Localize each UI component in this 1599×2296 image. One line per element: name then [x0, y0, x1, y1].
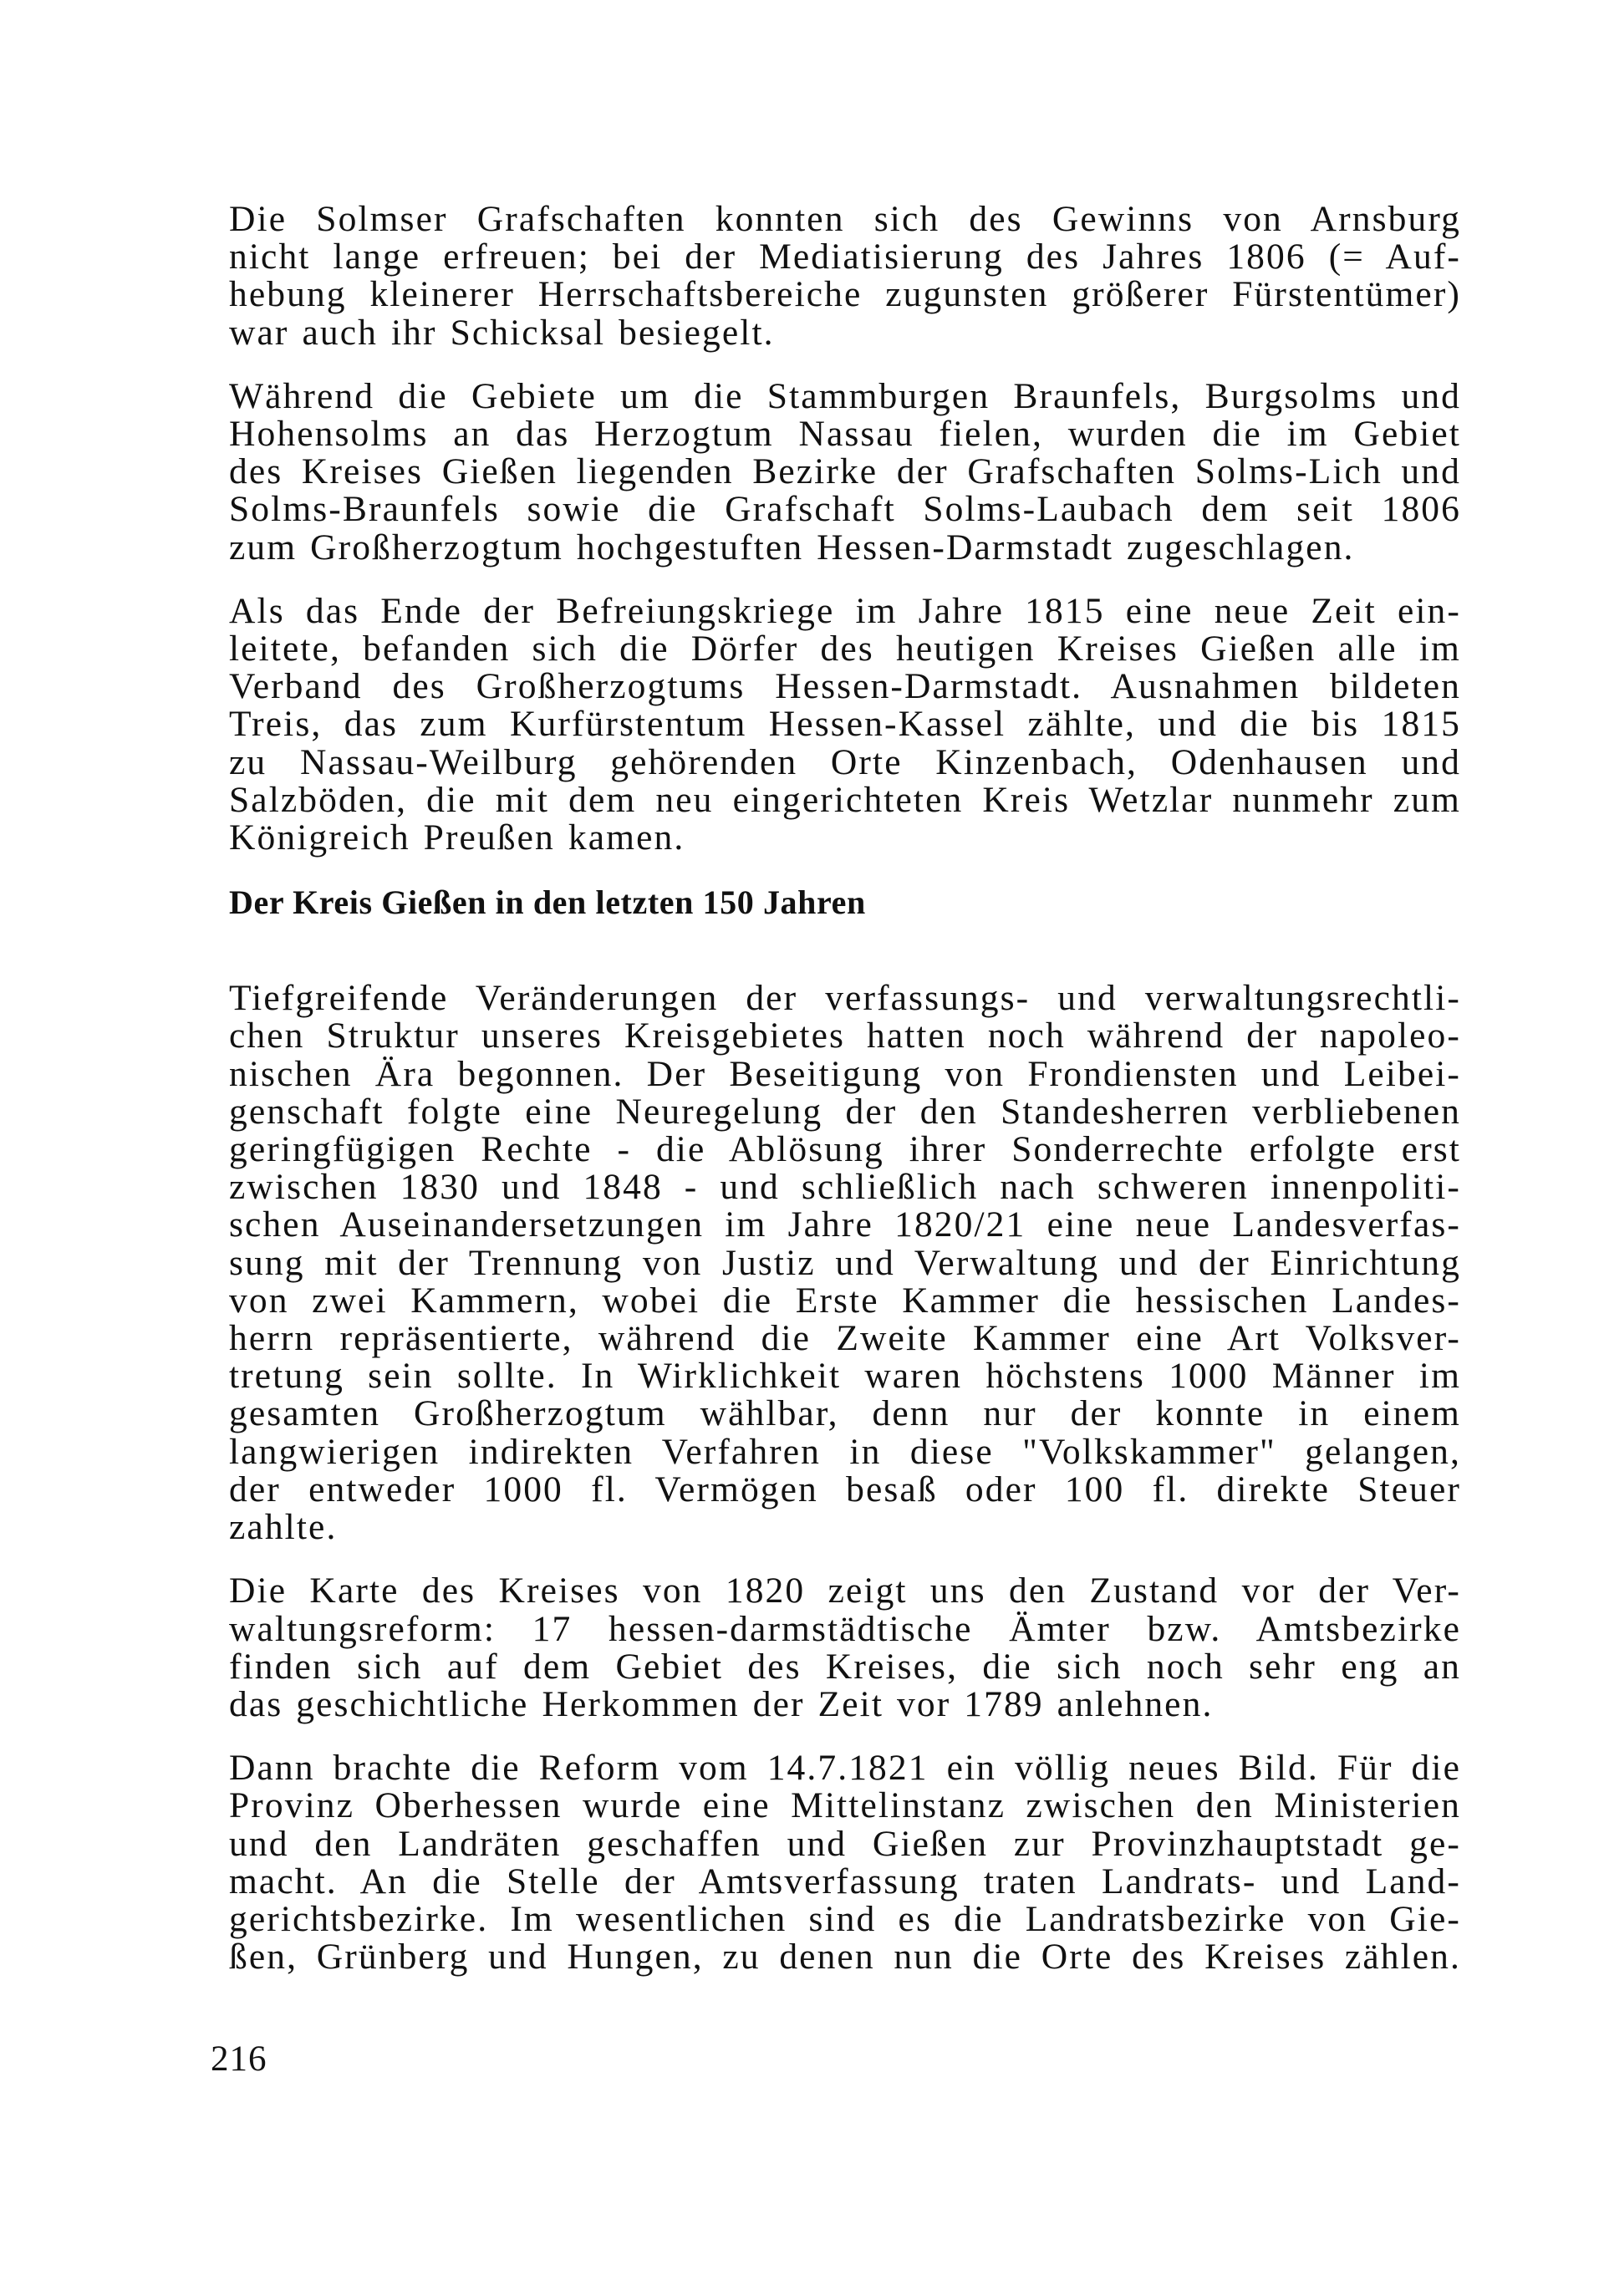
- paragraph-reform-1821: [229, 1749, 1461, 1976]
- text-line: nischen Ära begonnen. Der Beseitigung von Frondiensten und Leibei-: [229, 1053, 1461, 1094]
- text-line: Die Solmser Grafschaften konnten sich des Gewinns von Arnsburg: [229, 199, 1461, 239]
- text-line: geringfügigen Rechte - die Ablösung ihrer Sonderrechte erfolgte erst: [229, 1129, 1461, 1170]
- text-line: tretung sein sollte. In Wirklichkeit waren höchstens 1000 Männer im: [229, 1356, 1461, 1397]
- text-line: Königreich Preußen kamen.: [229, 817, 685, 858]
- text-line: chen Struktur unseres Kreisgebietes hatten noch während der napoleo-: [229, 1016, 1461, 1056]
- text-line: gerichtsbezirke. Im wesentlichen sind es die Landratsbezirke von Gie-: [229, 1898, 1461, 1939]
- text-line: Solms-Braunfels sowie die Grafschaft Solms-Laubach dem seit 1806: [229, 489, 1461, 530]
- paragraph-befreiungskriege: [229, 590, 1461, 858]
- text-line: das geschichtliche Herkommen der Zeit vor 1789 anlehnen.: [229, 1683, 1214, 1724]
- text-line: Salzböden, die mit dem neu eingerichteten Kreis Wetzlar nunmehr zum: [229, 779, 1461, 820]
- paragraph-solmser-grafschaften: [229, 201, 1461, 352]
- text-line: Provinz Oberhessen wurde eine Mittelinstanz zwischen den Ministerien: [229, 1785, 1461, 1826]
- text-line: macht. An die Stelle der Amtsverfassung traten Landrats- und Land-: [229, 1861, 1461, 1901]
- text-line: hebung kleinerer Herrschaftsbereiche zugunsten größerer Fürstentümer): [229, 274, 1461, 315]
- text-line: genschaft folgte eine Neuregelung der den Standesherren verbliebenen: [229, 1091, 1461, 1132]
- text-line: finden sich auf dem Gebiet des Kreises, die sich noch sehr eng an: [229, 1646, 1461, 1687]
- paragraph-karte-1820: [229, 1572, 1461, 1723]
- paragraph-stammburgen: [229, 375, 1461, 568]
- page-number: 216: [211, 2039, 267, 2079]
- text-line: Dann brachte die Reform vom 14.7.1821 ein völlig neues Bild. Für die: [229, 1748, 1461, 1789]
- text-line: waltungsreform: 17 hessen-darmstädtische Ämter bzw. Amtsbezirke: [229, 1608, 1461, 1649]
- text-line: der entweder 1000 fl. Vermögen besaß oder 100 fl. direkte Steuer: [229, 1469, 1461, 1509]
- text-line: war auch ihr Schicksal besiegelt.: [229, 312, 775, 353]
- text-line: nicht lange erfreuen; bei der Mediatisierung des Jahres 1806 (= Auf-: [229, 237, 1461, 277]
- text-line: Tiefgreifende Veränderungen der verfassungs- und verwaltungsrechtli-: [229, 978, 1461, 1019]
- text-line: zum Großherzogtum hochgestuften Hessen-Darmstadt zugeschlagen.: [229, 527, 1355, 568]
- text-line: zahlte.: [229, 1507, 338, 1548]
- text-line: sung mit der Trennung von Justiz und Verwaltung und der Einrichtung: [229, 1242, 1461, 1283]
- text-line: des Kreises Gießen liegenden Bezirke der Grafschaften Solms-Lich und: [229, 451, 1461, 492]
- text-line: und den Landräten geschaffen und Gießen zur Provinzhauptstadt ge-: [229, 1823, 1461, 1864]
- text-line: Verband des Großherzogtums Hessen-Darmstadt. Ausnahmen bildeten: [229, 666, 1461, 707]
- section-heading: Der Kreis Gießen in den letzten 150 Jahren: [229, 883, 866, 922]
- text-line: Die Karte des Kreises von 1820 zeigt uns den Zustand vor der Ver-: [229, 1571, 1461, 1611]
- text-line: Als das Ende der Befreiungskriege im Jahre 1815 eine neue Zeit ein-: [229, 590, 1461, 631]
- text-line: zu Nassau-Weilburg gehörenden Orte Kinzenbach, Odenhausen und: [229, 741, 1461, 782]
- text-line: herrn repräsentierte, während die Zweite Kammer eine Art Volksver-: [229, 1318, 1461, 1359]
- text-line: Treis, das zum Kurfürstentum Hessen-Kassel zählte, und die bis 1815: [229, 704, 1461, 745]
- text-line: Während die Gebiete um die Stammburgen Braunfels, Burgsolms und: [229, 375, 1461, 416]
- text-line: Hohensolms an das Herzogtum Nassau fielen, wurden die im Gebiet: [229, 414, 1461, 455]
- text-line: zwischen 1830 und 1848 - und schließlich nach schweren innenpoliti-: [229, 1167, 1461, 1208]
- text-line: langwierigen indirekten Verfahren in diese "Volkskammer" gelangen,: [229, 1431, 1461, 1472]
- text-line: leitete, befanden sich die Dörfer des heutigen Kreises Gießen alle im: [229, 629, 1461, 669]
- text-line: von zwei Kammern, wobei die Erste Kammer die hessischen Landes-: [229, 1280, 1461, 1321]
- paragraph-veraenderungen: [229, 980, 1461, 1546]
- text-line: schen Auseinandersetzungen im Jahre 1820/21 eine neue Landesverfas-: [229, 1204, 1461, 1245]
- body-text: [229, 201, 1461, 2002]
- text-line: gesamten Großherzogtum wählbar, denn nur der konnte in einem: [229, 1393, 1461, 1434]
- text-line: ßen, Grünberg und Hungen, zu denen nun die Orte des Kreises zählen.: [229, 1937, 1461, 1978]
